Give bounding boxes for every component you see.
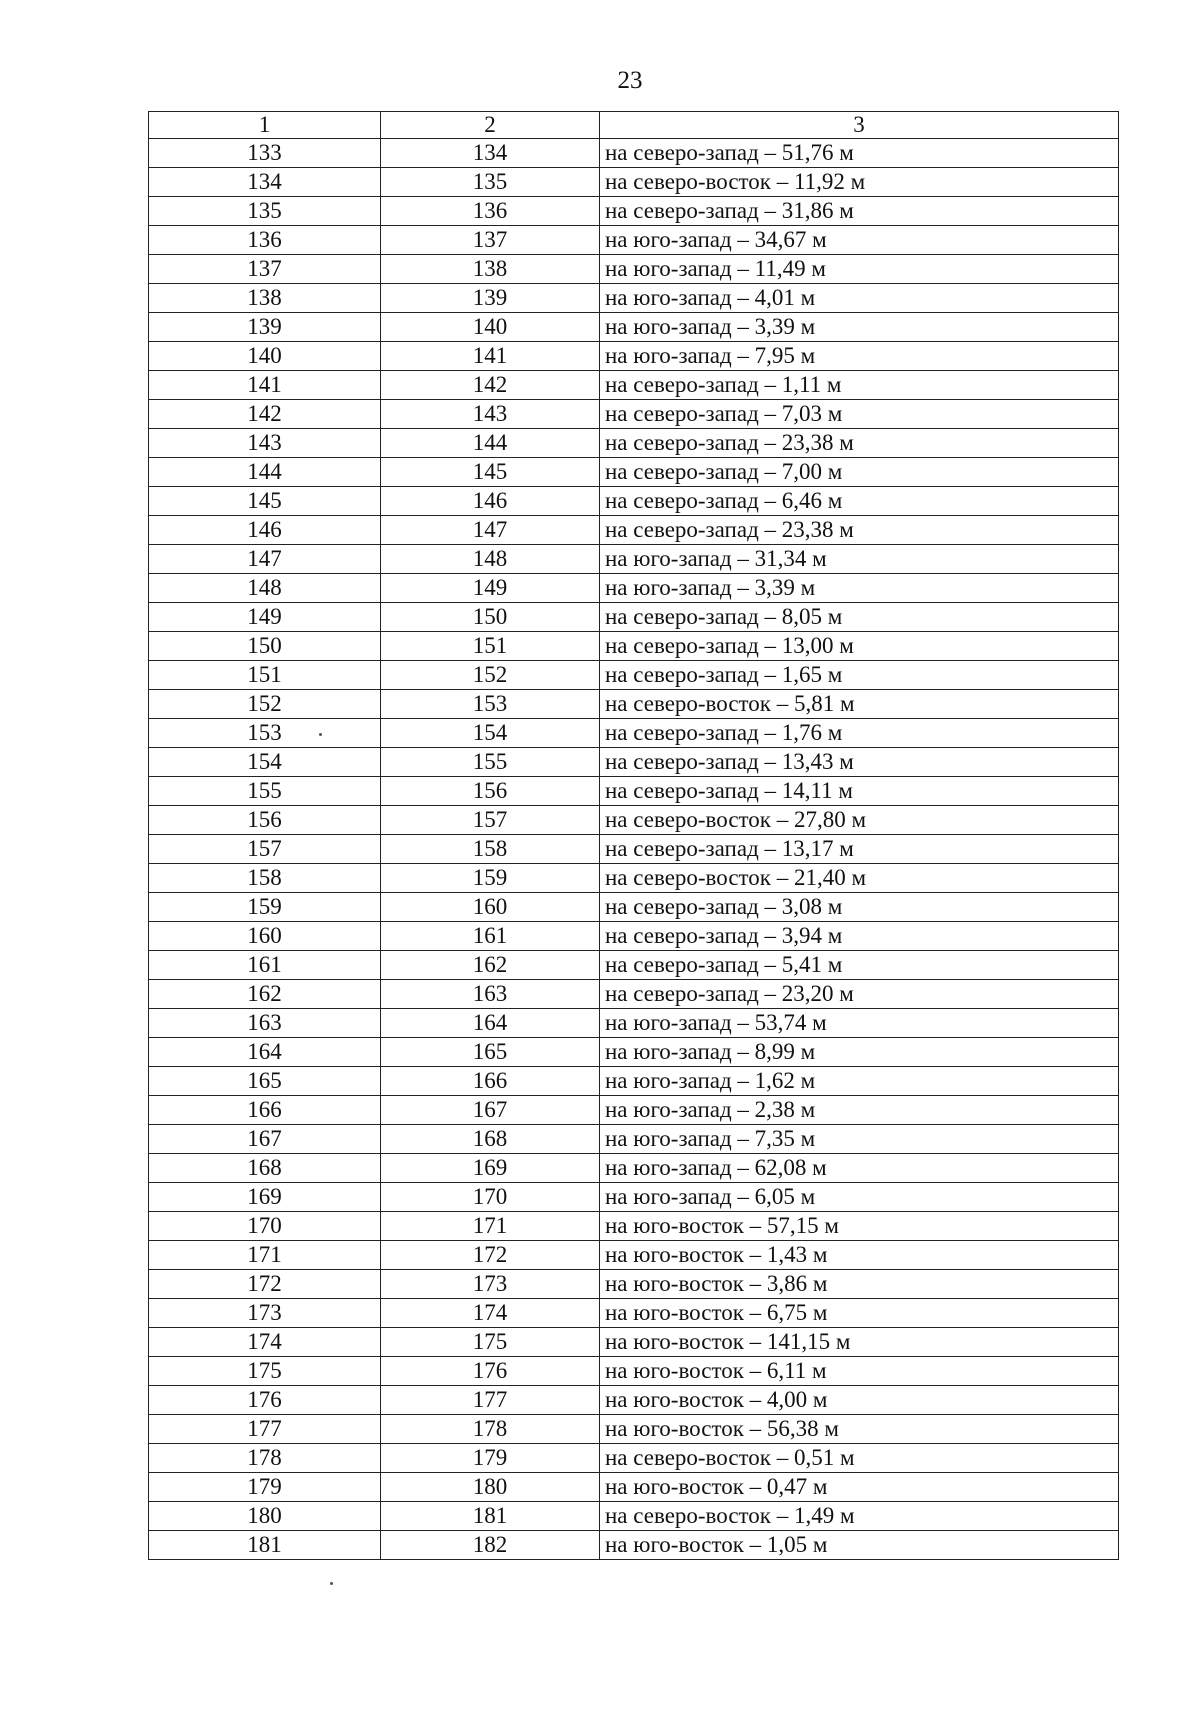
to-point-cell: 139 (381, 284, 600, 313)
table-row (149, 487, 1119, 516)
to-point-cell: 141 (381, 342, 600, 371)
direction-distance-cell: на северо-запад – 1,76 м (600, 719, 1119, 748)
table-row (149, 371, 1119, 400)
from-point-cell: 142 (149, 400, 381, 429)
direction-distance-cell: на юго-запад – 7,35 м (600, 1125, 1119, 1154)
to-point-cell: 146 (381, 487, 600, 516)
to-point-cell: 177 (381, 1386, 600, 1415)
to-point-cell: 175 (381, 1328, 600, 1357)
direction-distance-cell: на юго-восток – 56,38 м (600, 1415, 1119, 1444)
table-row (149, 980, 1119, 1009)
from-point-cell: 164 (149, 1038, 381, 1067)
from-point-cell: 162 (149, 980, 381, 1009)
direction-distance-cell: на северо-запад – 7,00 м (600, 458, 1119, 487)
direction-distance-cell: на северо-восток – 11,92 м (600, 168, 1119, 197)
direction-distance-cell: на юго-восток – 4,00 м (600, 1386, 1119, 1415)
table-row (149, 197, 1119, 226)
column-header-2: 2 (381, 112, 600, 139)
from-point-cell: 144 (149, 458, 381, 487)
direction-distance-cell: на юго-запад – 2,38 м (600, 1096, 1119, 1125)
to-point-cell: 171 (381, 1212, 600, 1241)
from-point-cell: 151 (149, 661, 381, 690)
to-point-cell: 140 (381, 313, 600, 342)
from-point-cell: 154 (149, 748, 381, 777)
direction-distance-cell: на северо-запад – 5,41 м (600, 951, 1119, 980)
to-point-cell: 143 (381, 400, 600, 429)
direction-distance-cell: на северо-запад – 14,11 м (600, 777, 1119, 806)
direction-distance-cell: на северо-запад – 51,76 м (600, 139, 1119, 168)
table-row (149, 1444, 1119, 1473)
to-point-cell: 161 (381, 922, 600, 951)
table-row (149, 1386, 1119, 1415)
to-point-cell: 179 (381, 1444, 600, 1473)
direction-distance-cell: на юго-восток – 1,05 м (600, 1531, 1119, 1560)
direction-distance-cell: на северо-запад – 23,38 м (600, 516, 1119, 545)
table-row (149, 1357, 1119, 1386)
from-point-cell: 150 (149, 632, 381, 661)
table-row (149, 835, 1119, 864)
from-point-cell: 138 (149, 284, 381, 313)
table-row (149, 661, 1119, 690)
to-point-cell: 169 (381, 1154, 600, 1183)
table-row (149, 777, 1119, 806)
direction-distance-cell: на северо-восток – 0,51 м (600, 1444, 1119, 1473)
from-point-cell: 155 (149, 777, 381, 806)
direction-distance-cell: на юго-восток – 1,43 м (600, 1241, 1119, 1270)
to-point-cell: 152 (381, 661, 600, 690)
table-row (149, 806, 1119, 835)
table-row (149, 864, 1119, 893)
to-point-cell: 137 (381, 226, 600, 255)
to-point-cell: 174 (381, 1299, 600, 1328)
table-row (149, 313, 1119, 342)
table-row (149, 1154, 1119, 1183)
direction-distance-cell: на юго-восток – 6,75 м (600, 1299, 1119, 1328)
page-number: 23 (617, 67, 643, 94)
table-row (149, 1212, 1119, 1241)
direction-distance-cell: на юго-запад – 4,01 м (600, 284, 1119, 313)
direction-distance-cell: на юго-запад – 31,34 м (600, 545, 1119, 574)
from-point-cell: 161 (149, 951, 381, 980)
table-row (149, 1009, 1119, 1038)
table-row (149, 168, 1119, 197)
direction-distance-cell: на юго-восток – 57,15 м (600, 1212, 1119, 1241)
from-point-cell: 156 (149, 806, 381, 835)
from-point-cell: 146 (149, 516, 381, 545)
table-row (149, 1125, 1119, 1154)
direction-distance-cell: на северо-запад – 6,46 м (600, 487, 1119, 516)
direction-distance-cell: на северо-запад – 3,94 м (600, 922, 1119, 951)
from-point-cell: 145 (149, 487, 381, 516)
to-point-cell: 136 (381, 197, 600, 226)
from-point-cell: 167 (149, 1125, 381, 1154)
table-header-row (149, 112, 1119, 139)
to-point-cell: 170 (381, 1183, 600, 1212)
from-point-cell: 170 (149, 1212, 381, 1241)
direction-distance-cell: на северо-восток – 27,80 м (600, 806, 1119, 835)
to-point-cell: 145 (381, 458, 600, 487)
table-row (149, 719, 1119, 748)
table-body (149, 139, 1119, 1560)
table-row (149, 632, 1119, 661)
from-point-cell: 174 (149, 1328, 381, 1357)
from-point-cell: 153 (149, 719, 381, 748)
table-row (149, 1183, 1119, 1212)
from-point-cell: 149 (149, 603, 381, 632)
table-row (149, 748, 1119, 777)
to-point-cell: 135 (381, 168, 600, 197)
direction-distance-cell: на северо-запад – 1,11 м (600, 371, 1119, 400)
direction-distance-cell: на северо-запад – 23,20 м (600, 980, 1119, 1009)
from-point-cell: 163 (149, 1009, 381, 1038)
direction-distance-cell: на северо-запад – 31,86 м (600, 197, 1119, 226)
table-row (149, 1531, 1119, 1560)
table-row (149, 893, 1119, 922)
direction-distance-cell: на юго-восток – 6,11 м (600, 1357, 1119, 1386)
direction-distance-cell: на юго-запад – 53,74 м (600, 1009, 1119, 1038)
table-row (149, 603, 1119, 632)
from-point-cell: 139 (149, 313, 381, 342)
table-row (149, 284, 1119, 313)
table-row (149, 574, 1119, 603)
from-point-cell: 157 (149, 835, 381, 864)
from-point-cell: 176 (149, 1386, 381, 1415)
table-row (149, 1502, 1119, 1531)
direction-distance-cell: на юго-запад – 3,39 м (600, 574, 1119, 603)
to-point-cell: 155 (381, 748, 600, 777)
direction-distance-cell: на северо-восток – 5,81 м (600, 690, 1119, 719)
table-row (149, 1328, 1119, 1357)
direction-distance-cell: на северо-запад – 23,38 м (600, 429, 1119, 458)
table-row (149, 429, 1119, 458)
to-point-cell: 178 (381, 1415, 600, 1444)
from-point-cell: 140 (149, 342, 381, 371)
boundary-table (148, 111, 1119, 1560)
direction-distance-cell: на северо-запад – 8,05 м (600, 603, 1119, 632)
to-point-cell: 149 (381, 574, 600, 603)
from-point-cell: 141 (149, 371, 381, 400)
from-point-cell: 179 (149, 1473, 381, 1502)
column-header-3: 3 (600, 112, 1119, 139)
to-point-cell: 148 (381, 545, 600, 574)
from-point-cell: 137 (149, 255, 381, 284)
to-point-cell: 142 (381, 371, 600, 400)
to-point-cell: 165 (381, 1038, 600, 1067)
table-row (149, 922, 1119, 951)
to-point-cell: 154 (381, 719, 600, 748)
direction-distance-cell: на юго-восток – 3,86 м (600, 1270, 1119, 1299)
from-point-cell: 159 (149, 893, 381, 922)
to-point-cell: 156 (381, 777, 600, 806)
from-point-cell: 169 (149, 1183, 381, 1212)
table-row (149, 516, 1119, 545)
from-point-cell: 180 (149, 1502, 381, 1531)
to-point-cell: 180 (381, 1473, 600, 1502)
from-point-cell: 147 (149, 545, 381, 574)
direction-distance-cell: на юго-запад – 11,49 м (600, 255, 1119, 284)
direction-distance-cell: на северо-запад – 13,43 м (600, 748, 1119, 777)
table-row (149, 545, 1119, 574)
to-point-cell: 150 (381, 603, 600, 632)
table-row (149, 400, 1119, 429)
table-row (149, 1067, 1119, 1096)
from-point-cell: 134 (149, 168, 381, 197)
to-point-cell: 162 (381, 951, 600, 980)
direction-distance-cell: на юго-запад – 7,95 м (600, 342, 1119, 371)
from-point-cell: 166 (149, 1096, 381, 1125)
from-point-cell: 158 (149, 864, 381, 893)
from-point-cell: 148 (149, 574, 381, 603)
to-point-cell: 164 (381, 1009, 600, 1038)
direction-distance-cell: на северо-восток – 21,40 м (600, 864, 1119, 893)
scan-speck (330, 1582, 333, 1585)
table-row (149, 1415, 1119, 1444)
from-point-cell: 136 (149, 226, 381, 255)
direction-distance-cell: на северо-запад – 7,03 м (600, 400, 1119, 429)
to-point-cell: 157 (381, 806, 600, 835)
to-point-cell: 168 (381, 1125, 600, 1154)
direction-distance-cell: на юго-запад – 8,99 м (600, 1038, 1119, 1067)
from-point-cell: 152 (149, 690, 381, 719)
table-row (149, 1299, 1119, 1328)
from-point-cell: 173 (149, 1299, 381, 1328)
from-point-cell: 181 (149, 1531, 381, 1560)
direction-distance-cell: на юго-запад – 1,62 м (600, 1067, 1119, 1096)
table-row (149, 1473, 1119, 1502)
direction-distance-cell: на юго-восток – 0,47 м (600, 1473, 1119, 1502)
to-point-cell: 160 (381, 893, 600, 922)
from-point-cell: 177 (149, 1415, 381, 1444)
scan-speck (319, 733, 322, 736)
table-row (149, 255, 1119, 284)
table-row (149, 1270, 1119, 1299)
table-row (149, 690, 1119, 719)
table-row (149, 458, 1119, 487)
direction-distance-cell: на северо-запад – 13,00 м (600, 632, 1119, 661)
direction-distance-cell: на юго-запад – 6,05 м (600, 1183, 1119, 1212)
from-point-cell: 168 (149, 1154, 381, 1183)
direction-distance-cell: на северо-запад – 13,17 м (600, 835, 1119, 864)
column-header-1: 1 (149, 112, 381, 139)
to-point-cell: 173 (381, 1270, 600, 1299)
direction-distance-cell: на юго-восток – 141,15 м (600, 1328, 1119, 1357)
direction-distance-cell: на юго-запад – 34,67 м (600, 226, 1119, 255)
to-point-cell: 138 (381, 255, 600, 284)
table-row (149, 1038, 1119, 1067)
direction-distance-cell: на северо-запад – 3,08 м (600, 893, 1119, 922)
direction-distance-cell: на северо-запад – 1,65 м (600, 661, 1119, 690)
from-point-cell: 165 (149, 1067, 381, 1096)
to-point-cell: 144 (381, 429, 600, 458)
to-point-cell: 167 (381, 1096, 600, 1125)
from-point-cell: 171 (149, 1241, 381, 1270)
to-point-cell: 158 (381, 835, 600, 864)
to-point-cell: 134 (381, 139, 600, 168)
table-row (149, 1096, 1119, 1125)
to-point-cell: 153 (381, 690, 600, 719)
from-point-cell: 133 (149, 139, 381, 168)
table-row (149, 951, 1119, 980)
table-row (149, 1241, 1119, 1270)
table-row (149, 139, 1119, 168)
table-row (149, 342, 1119, 371)
direction-distance-cell: на северо-восток – 1,49 м (600, 1502, 1119, 1531)
to-point-cell: 147 (381, 516, 600, 545)
from-point-cell: 178 (149, 1444, 381, 1473)
from-point-cell: 143 (149, 429, 381, 458)
from-point-cell: 135 (149, 197, 381, 226)
from-point-cell: 172 (149, 1270, 381, 1299)
to-point-cell: 163 (381, 980, 600, 1009)
to-point-cell: 172 (381, 1241, 600, 1270)
to-point-cell: 181 (381, 1502, 600, 1531)
to-point-cell: 182 (381, 1531, 600, 1560)
to-point-cell: 159 (381, 864, 600, 893)
from-point-cell: 160 (149, 922, 381, 951)
to-point-cell: 166 (381, 1067, 600, 1096)
table-row (149, 226, 1119, 255)
from-point-cell: 175 (149, 1357, 381, 1386)
direction-distance-cell: на юго-запад – 62,08 м (600, 1154, 1119, 1183)
to-point-cell: 176 (381, 1357, 600, 1386)
direction-distance-cell: на юго-запад – 3,39 м (600, 313, 1119, 342)
to-point-cell: 151 (381, 632, 600, 661)
